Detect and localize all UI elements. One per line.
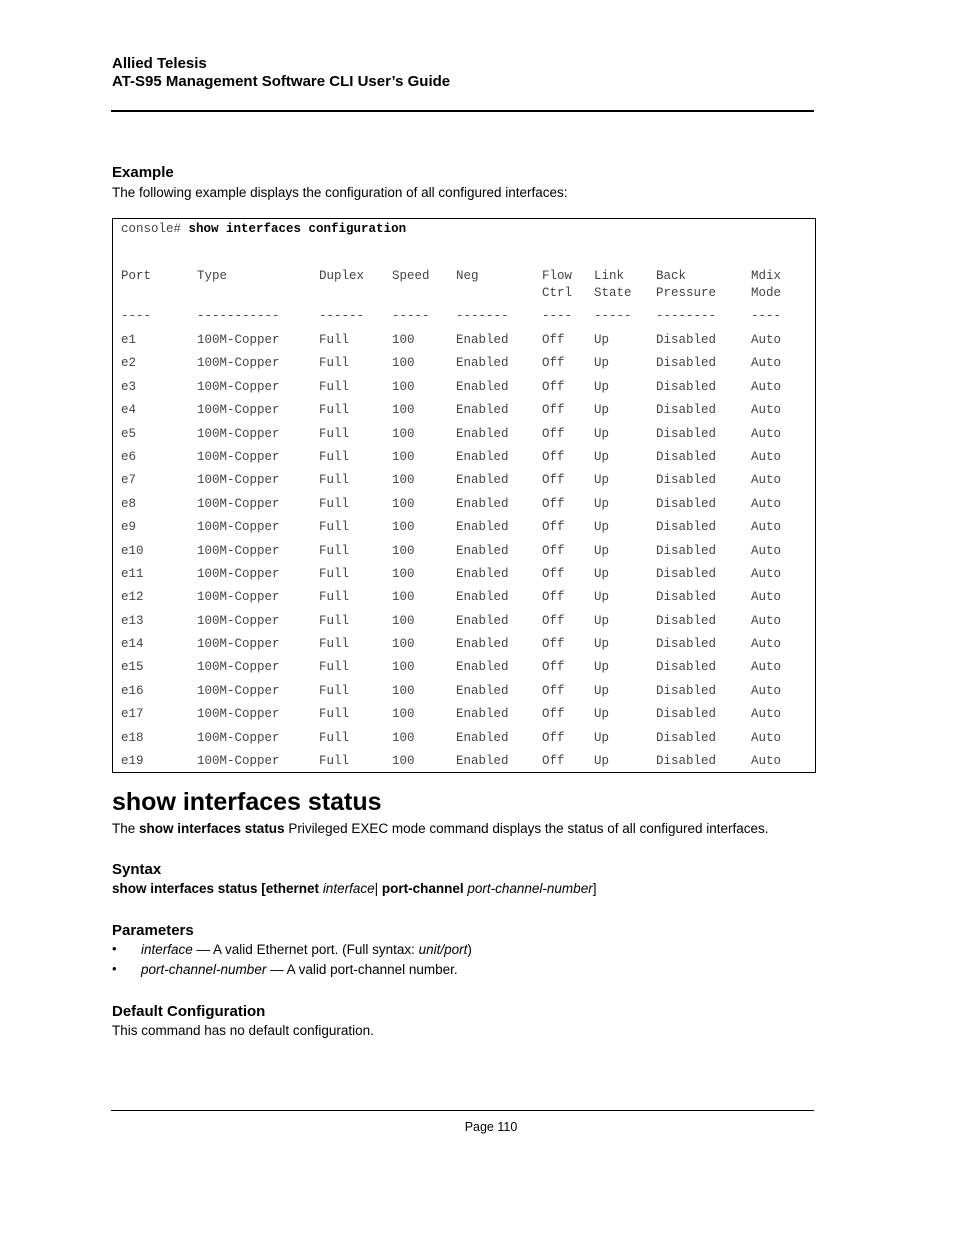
table-cell-type: 100M-Copper: [197, 473, 280, 487]
table-cell-duplex: Full: [319, 754, 350, 768]
table-cell-back-pressure: Disabled: [656, 637, 717, 651]
column-separator: ------: [319, 309, 365, 323]
table-cell-back-pressure: Disabled: [656, 707, 717, 721]
table-cell-flow-ctrl: Off: [542, 707, 565, 721]
syntax-line: [112, 880, 596, 898]
table-cell-port: e6: [121, 450, 137, 464]
table-cell-back-pressure: Disabled: [656, 497, 717, 511]
table-cell-type: 100M-Copper: [197, 684, 280, 698]
table-cell-mdix-mode: Auto: [751, 614, 782, 628]
table-cell-duplex: Full: [319, 731, 350, 745]
table-cell-flow-ctrl: Off: [542, 754, 565, 768]
table-cell-duplex: Full: [319, 473, 350, 487]
footer-rule: [111, 1110, 814, 1111]
table-cell-link-state: Up: [594, 497, 610, 511]
table-cell-speed: 100: [392, 544, 415, 558]
table-cell-back-pressure: Disabled: [656, 520, 717, 534]
table-cell-mdix-mode: Auto: [751, 637, 782, 651]
table-cell-neg: Enabled: [456, 754, 509, 768]
column-header-speed: Speed: [392, 269, 430, 283]
table-cell-port: e7: [121, 473, 137, 487]
table-cell-link-state: Up: [594, 684, 610, 698]
table-cell-back-pressure: Disabled: [656, 614, 717, 628]
table-cell-port: e8: [121, 497, 137, 511]
table-cell-back-pressure: Disabled: [656, 590, 717, 604]
table-cell-speed: 100: [392, 731, 415, 745]
parameter-term: interface: [141, 942, 193, 957]
parameter-desc: — A valid Ethernet port. (Full syntax:: [192, 942, 419, 957]
table-cell-flow-ctrl: Off: [542, 450, 565, 464]
table-cell-speed: 100: [392, 356, 415, 370]
table-cell-mdix-mode: Auto: [751, 684, 782, 698]
console-command-line: [121, 221, 406, 237]
table-cell-port: e16: [121, 684, 144, 698]
table-cell-neg: Enabled: [456, 427, 509, 441]
bullet-icon: •: [112, 941, 117, 956]
table-bottom-rule: [188, 772, 816, 773]
table-cell-mdix-mode: Auto: [751, 567, 782, 581]
table-cell-type: 100M-Copper: [197, 520, 280, 534]
table-cell-speed: 100: [392, 520, 415, 534]
table-cell-flow-ctrl: Off: [542, 590, 565, 604]
table-cell-neg: Enabled: [456, 356, 509, 370]
table-cell-port: e19: [121, 754, 144, 768]
table-cell-neg: Enabled: [456, 380, 509, 394]
table-cell-duplex: Full: [319, 403, 350, 417]
table-cell-type: 100M-Copper: [197, 660, 280, 674]
bullet-icon: •: [112, 961, 117, 976]
syntax-command: show interfaces status [ethernet: [112, 881, 323, 896]
syntax-heading: Syntax: [112, 861, 162, 878]
table-cell-neg: Enabled: [456, 731, 509, 745]
table-cell-mdix-mode: Auto: [751, 497, 782, 511]
table-cell-speed: 100: [392, 567, 415, 581]
table-cell-flow-ctrl: Off: [542, 497, 565, 511]
table-cell-type: 100M-Copper: [197, 590, 280, 604]
table-cell-type: 100M-Copper: [197, 356, 280, 370]
table-cell-back-pressure: Disabled: [656, 356, 717, 370]
table-cell-port: e15: [121, 660, 144, 674]
table-cell-speed: 100: [392, 754, 415, 768]
table-cell-duplex: Full: [319, 590, 350, 604]
table-cell-neg: Enabled: [456, 450, 509, 464]
parameter-end: ): [467, 942, 472, 957]
table-cell-duplex: Full: [319, 660, 350, 674]
table-cell-type: 100M-Copper: [197, 731, 280, 745]
column-header-link-state: Link: [594, 269, 625, 283]
parameter-extra: unit/port: [418, 942, 468, 957]
header-rule: [111, 110, 814, 112]
table-cell-type: 100M-Copper: [197, 614, 280, 628]
table-cell-type: 100M-Copper: [197, 333, 280, 347]
table-cell-port: e13: [121, 614, 144, 628]
syntax-arg-port-channel-number: port-channel-number: [467, 881, 593, 896]
table-cell-type: 100M-Copper: [197, 497, 280, 511]
table-cell-flow-ctrl: Off: [542, 520, 565, 534]
table-cell-port: e17: [121, 707, 144, 721]
table-cell-flow-ctrl: Off: [542, 567, 565, 581]
table-cell-mdix-mode: Auto: [751, 660, 782, 674]
column-separator: ----: [121, 309, 152, 323]
table-cell-mdix-mode: Auto: [751, 356, 782, 370]
table-cell-speed: 100: [392, 637, 415, 651]
table-cell-duplex: Full: [319, 520, 350, 534]
console-prompt: console#: [121, 222, 182, 236]
default-config-heading: Default Configuration: [112, 1003, 266, 1020]
table-cell-port: e10: [121, 544, 144, 558]
table-cell-back-pressure: Disabled: [656, 427, 717, 441]
table-cell-duplex: Full: [319, 614, 350, 628]
table-cell-type: 100M-Copper: [197, 707, 280, 721]
table-cell-back-pressure: Disabled: [656, 731, 717, 745]
table-cell-duplex: Full: [319, 427, 350, 441]
table-cell-speed: 100: [392, 497, 415, 511]
table-cell-link-state: Up: [594, 614, 610, 628]
table-cell-link-state: Up: [594, 754, 610, 768]
column-header-port: Port: [121, 269, 152, 283]
table-cell-neg: Enabled: [456, 473, 509, 487]
table-cell-duplex: Full: [319, 544, 350, 558]
column-separator: --------: [656, 309, 717, 323]
table-cell-speed: 100: [392, 707, 415, 721]
intro-suffix: Privileged EXEC mode command displays the status of all configured interfaces.: [284, 821, 769, 836]
column-header-mdix-mode: Mdix: [751, 269, 782, 283]
table-cell-mdix-mode: Auto: [751, 403, 782, 417]
table-cell-flow-ctrl: Off: [542, 427, 565, 441]
table-cell-link-state: Up: [594, 660, 610, 674]
table-cell-back-pressure: Disabled: [656, 450, 717, 464]
table-cell-duplex: Full: [319, 707, 350, 721]
table-cell-speed: 100: [392, 614, 415, 628]
table-cell-link-state: Up: [594, 427, 610, 441]
table-cell-link-state: Up: [594, 637, 610, 651]
table-cell-mdix-mode: Auto: [751, 731, 782, 745]
column-header-mdix-mode-line2: Mode: [751, 286, 782, 300]
parameter-term: port-channel-number: [141, 962, 267, 977]
syntax-arg-interface: interface: [322, 881, 375, 896]
table-cell-back-pressure: Disabled: [656, 684, 717, 698]
table-cell-port: e18: [121, 731, 144, 745]
table-cell-neg: Enabled: [456, 567, 509, 581]
example-heading: Example: [112, 164, 174, 181]
table-cell-neg: Enabled: [456, 333, 509, 347]
table-cell-flow-ctrl: Off: [542, 473, 565, 487]
table-cell-flow-ctrl: Off: [542, 614, 565, 628]
table-cell-speed: 100: [392, 380, 415, 394]
table-cell-link-state: Up: [594, 520, 610, 534]
section-intro: [112, 820, 769, 838]
table-cell-type: 100M-Copper: [197, 403, 280, 417]
table-cell-port: e2: [121, 356, 137, 370]
table-cell-link-state: Up: [594, 403, 610, 417]
table-cell-mdix-mode: Auto: [751, 473, 782, 487]
table-cell-mdix-mode: Auto: [751, 754, 782, 768]
table-cell-neg: Enabled: [456, 614, 509, 628]
table-cell-flow-ctrl: Off: [542, 356, 565, 370]
column-header-type: Type: [197, 269, 228, 283]
table-cell-mdix-mode: Auto: [751, 333, 782, 347]
table-cell-back-pressure: Disabled: [656, 544, 717, 558]
section-title: show interfaces status: [112, 788, 382, 816]
table-cell-type: 100M-Copper: [197, 544, 280, 558]
table-cell-flow-ctrl: Off: [542, 403, 565, 417]
table-cell-mdix-mode: Auto: [751, 544, 782, 558]
table-cell-port: e9: [121, 520, 137, 534]
table-cell-type: 100M-Copper: [197, 450, 280, 464]
syntax-close-bracket: ]: [592, 881, 597, 896]
table-cell-neg: Enabled: [456, 707, 509, 721]
table-cell-link-state: Up: [594, 590, 610, 604]
table-cell-link-state: Up: [594, 356, 610, 370]
table-cell-link-state: Up: [594, 707, 610, 721]
table-cell-link-state: Up: [594, 473, 610, 487]
table-cell-neg: Enabled: [456, 684, 509, 698]
table-cell-duplex: Full: [319, 497, 350, 511]
table-cell-port: e12: [121, 590, 144, 604]
table-cell-flow-ctrl: Off: [542, 731, 565, 745]
table-cell-flow-ctrl: Off: [542, 684, 565, 698]
table-cell-duplex: Full: [319, 637, 350, 651]
parameters-heading: Parameters: [112, 922, 194, 939]
column-separator: ----: [542, 309, 573, 323]
column-header-back-pressure: Back: [656, 269, 687, 283]
table-cell-port: e3: [121, 380, 137, 394]
table-cell-duplex: Full: [319, 684, 350, 698]
table-cell-neg: Enabled: [456, 520, 509, 534]
table-cell-neg: Enabled: [456, 544, 509, 558]
table-cell-type: 100M-Copper: [197, 754, 280, 768]
table-cell-port: e14: [121, 637, 144, 651]
table-cell-duplex: Full: [319, 450, 350, 464]
table-cell-link-state: Up: [594, 333, 610, 347]
column-header-duplex: Duplex: [319, 269, 365, 283]
table-cell-port: e4: [121, 403, 137, 417]
table-cell-back-pressure: Disabled: [656, 754, 717, 768]
table-cell-back-pressure: Disabled: [656, 380, 717, 394]
table-cell-flow-ctrl: Off: [542, 333, 565, 347]
page-number: Page 110: [464, 1120, 518, 1134]
intro-command: show interfaces status: [139, 821, 285, 836]
header-guide-title: AT-S95 Management Software CLI User’s Guide: [112, 73, 451, 90]
table-cell-duplex: Full: [319, 567, 350, 581]
table-cell-port: e1: [121, 333, 137, 347]
column-separator: -------: [456, 309, 509, 323]
example-description: The following example displays the configuration of all configured interfaces:: [112, 185, 568, 200]
parameter-item: [141, 961, 458, 979]
table-cell-back-pressure: Disabled: [656, 660, 717, 674]
column-header-link-state-line2: State: [594, 286, 632, 300]
table-cell-link-state: Up: [594, 731, 610, 745]
table-cell-duplex: Full: [319, 333, 350, 347]
table-cell-type: 100M-Copper: [197, 380, 280, 394]
column-header-flow-ctrl-line2: Ctrl: [542, 286, 573, 300]
table-cell-neg: Enabled: [456, 590, 509, 604]
table-cell-duplex: Full: [319, 380, 350, 394]
table-cell-duplex: Full: [319, 356, 350, 370]
table-cell-neg: Enabled: [456, 637, 509, 651]
table-cell-speed: 100: [392, 333, 415, 347]
table-cell-speed: 100: [392, 403, 415, 417]
syntax-pipe: |: [374, 881, 382, 896]
table-cell-speed: 100: [392, 473, 415, 487]
table-cell-mdix-mode: Auto: [751, 520, 782, 534]
header-company: Allied Telesis: [112, 55, 207, 72]
column-header-flow-ctrl: Flow: [542, 269, 573, 283]
table-cell-speed: 100: [392, 427, 415, 441]
table-cell-link-state: Up: [594, 567, 610, 581]
parameter-item: [141, 941, 472, 959]
table-cell-mdix-mode: Auto: [751, 427, 782, 441]
table-cell-speed: 100: [392, 684, 415, 698]
table-cell-type: 100M-Copper: [197, 637, 280, 651]
table-cell-mdix-mode: Auto: [751, 450, 782, 464]
table-cell-back-pressure: Disabled: [656, 333, 717, 347]
table-cell-mdix-mode: Auto: [751, 380, 782, 394]
table-cell-flow-ctrl: Off: [542, 380, 565, 394]
column-separator: -----------: [197, 309, 280, 323]
console-command: show interfaces configuration: [188, 222, 407, 236]
table-cell-speed: 100: [392, 590, 415, 604]
intro-prefix: The: [112, 821, 140, 836]
table-cell-neg: Enabled: [456, 403, 509, 417]
table-cell-link-state: Up: [594, 544, 610, 558]
table-cell-type: 100M-Copper: [197, 427, 280, 441]
default-config-text: This command has no default configuration.: [112, 1023, 374, 1038]
table-cell-link-state: Up: [594, 380, 610, 394]
parameter-desc: — A valid port-channel number.: [266, 962, 458, 977]
table-cell-flow-ctrl: Off: [542, 637, 565, 651]
column-header-back-pressure-line2: Pressure: [656, 286, 717, 300]
table-cell-speed: 100: [392, 450, 415, 464]
table-cell-back-pressure: Disabled: [656, 473, 717, 487]
table-cell-neg: Enabled: [456, 497, 509, 511]
table-cell-port: e11: [121, 567, 144, 581]
column-separator: -----: [594, 309, 632, 323]
table-cell-flow-ctrl: Off: [542, 660, 565, 674]
syntax-keyword-port-channel: port-channel: [381, 881, 468, 896]
column-separator: ----: [751, 309, 782, 323]
table-cell-neg: Enabled: [456, 660, 509, 674]
table-cell-flow-ctrl: Off: [542, 544, 565, 558]
table-cell-link-state: Up: [594, 450, 610, 464]
table-cell-mdix-mode: Auto: [751, 590, 782, 604]
table-cell-speed: 100: [392, 660, 415, 674]
column-header-neg: Neg: [456, 269, 479, 283]
table-cell-back-pressure: Disabled: [656, 567, 717, 581]
table-cell-port: e5: [121, 427, 137, 441]
table-cell-type: 100M-Copper: [197, 567, 280, 581]
column-separator: -----: [392, 309, 430, 323]
table-cell-mdix-mode: Auto: [751, 707, 782, 721]
table-cell-back-pressure: Disabled: [656, 403, 717, 417]
